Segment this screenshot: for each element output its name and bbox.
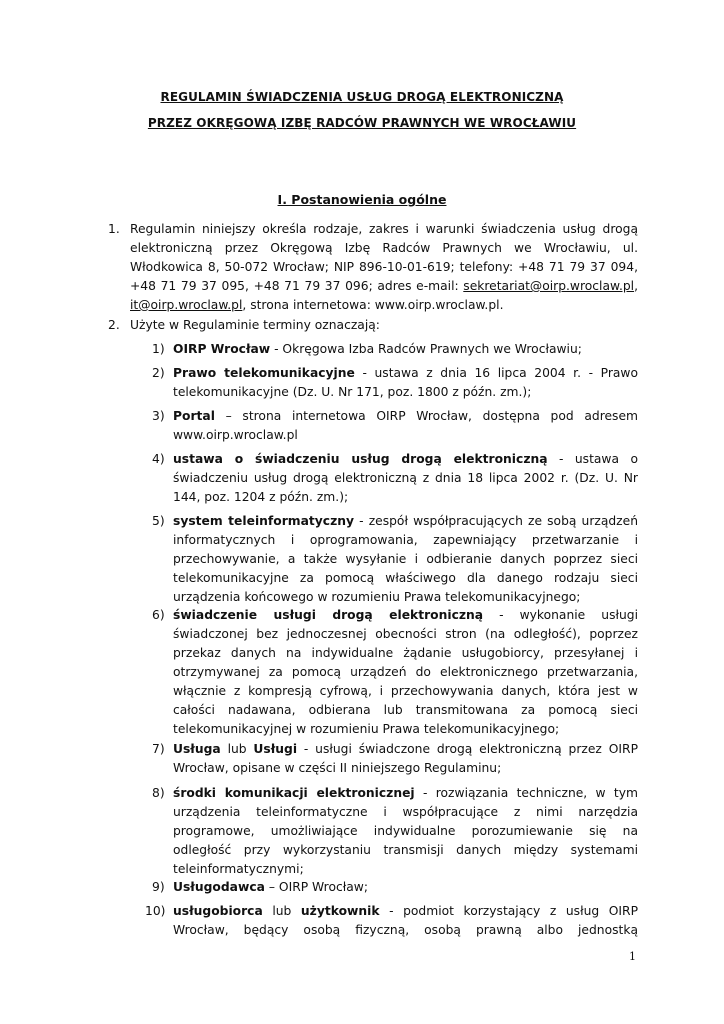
page-number: 1 <box>629 950 636 963</box>
definition-item-10: usługobiorca lub użytkownik - podmiot korzystający z usług OIRP Wrocław, będący osobą fizyczną, osobą prawną albo jednostką <box>173 904 638 937</box>
definition-item-9: Usługodawca – OIRP Wrocław; <box>173 880 368 894</box>
email-link-sekretariat[interactable]: sekretariat@oirp.wroclaw.pl <box>463 279 635 293</box>
definition-item-1: OIRP Wrocław - Okręgowa Izba Radców Prawnych we Wrocławiu; <box>173 342 582 356</box>
definition-item-8: środki komunikacji elektronicznej - rozwiązania techniczne, w tym urządzenia teleinformatyczne i współpracujące z nimi narzędzia programowe, umożliwiające indywidualne porozumiewanie się na odległość przy wykorzystaniu transmisji danych między systemami teleinformatycznymi; <box>173 786 639 876</box>
section-heading: I. Postanowienia ogólne <box>277 192 447 207</box>
definition-item-2: Prawo telekomunikacyjne - ustawa z dnia 16 lipca 2004 r. - Prawo telekomunikacyjne (Dz. U. Nr 171, poz. 1800 z późn. zm.); <box>173 366 638 399</box>
item-number: 9) <box>152 880 165 894</box>
document-title-line-1: REGULAMIN ŚWIADCZENIA USŁUG DROGĄ ELEKTRONICZNĄ <box>160 90 564 104</box>
paragraph-1: Regulamin niniejszy określa rodzaje, zakres i warunki świadczenia usług drogą elektroniczną przez Okręgową Izbę Radców Prawnych we Wrocławiu, ul. Włodkowica 8, 50-072 Wrocław; NIP 896-10-01-619; telefony: +48 71 79 37 094, +48 71 79 37 095, +48 71 79 37 096; adres e-mail: sekretariat@oirp.wroclaw.pl, it@oirp.wroclaw.pl, strona internetowa: www.oirp.wroclaw.pl. <box>130 222 638 312</box>
paragraph-2-number: 2. <box>108 318 120 332</box>
definition-item-6: świadczenie usługi drogą elektroniczną - wykonanie usługi świadczonej bez jednoczesnej obecności stron (na odległość), poprzez przekaz danych na indywidualne żądanie usługobiorcy, przesyłanej i otrzymywanej za pomocą urządzeń do elektronicznego przetwarzania, włącznie z kompresją cyfrową, i przechowywania danych, która jest w całości nadawana, odbierana lub transmitowana za pomocą sieci telekomunikacyjnej w rozumieniu Prawa telekomunikacyjnego; <box>173 608 638 736</box>
paragraph-2: Użyte w Regulaminie terminy oznaczają: <box>130 318 380 332</box>
item-number: 8) <box>152 786 165 800</box>
item-number: 2) <box>152 366 165 380</box>
definition-item-5: system teleinformatyczny - zespół współpracujących ze sobą urządzeń informatycznych i oprogramowania, zapewniający przetwarzanie i przechowywanie, a także wysyłanie i odbieranie danych poprzez sieci telekomunikacyjne za pomocą właściwego dla danego rodzaju sieci urządzenia końcowego w rozumieniu Prawa telekomunikacyjnego; <box>173 514 638 604</box>
definition-item-7: Usługa lub Usługi - usługi świadczone drogą elektroniczną przez OIRP Wrocław, opisane w części II niniejszego Regulaminu; <box>173 742 638 775</box>
document-title-line-2: PRZEZ OKRĘGOWĄ IZBĘ RADCÓW PRAWNYCH WE WROCŁAWIU <box>147 116 577 130</box>
item-number: 1) <box>152 342 165 356</box>
paragraph-1-number: 1. <box>108 222 120 236</box>
item-number: 4) <box>152 452 165 466</box>
item-number: 10) <box>145 904 166 918</box>
definition-item-3: Portal – strona internetowa OIRP Wrocław, dostępna pod adresem www.oirp.wroclaw.pl <box>173 409 638 442</box>
item-number: 7) <box>152 742 165 756</box>
item-number: 3) <box>152 409 165 423</box>
definition-item-4: ustawa o świadczeniu usług drogą elektroniczną - ustawa o świadczeniu usług drogą elektroniczną z dnia 18 lipca 2002 r. (Dz. U. Nr 144, poz. 1204 z późn. zm.); <box>173 452 638 504</box>
item-number: 5) <box>152 514 165 528</box>
item-number: 6) <box>152 608 165 622</box>
email-link-it[interactable]: it@oirp.wroclaw.pl <box>130 298 243 312</box>
